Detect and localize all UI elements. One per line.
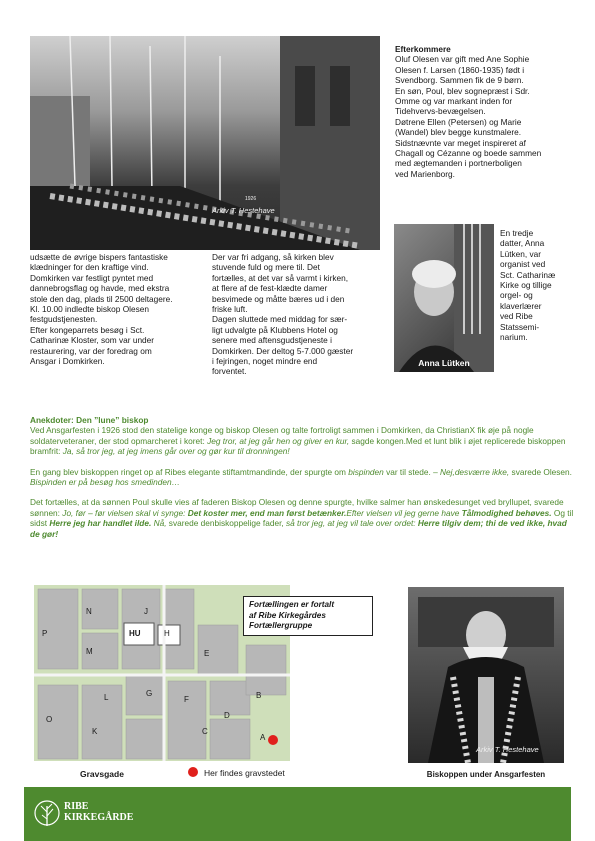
anna-line: klaverlærer <box>500 300 542 311</box>
anna-line: Kirke og tillige <box>500 280 552 291</box>
body-line: stuvende fuld og mere til. Det <box>212 262 320 273</box>
text-run: Jo, før – før vielsen skal vi synge: <box>62 507 188 518</box>
legend-text: Her findes gravstedet <box>204 768 285 778</box>
anna-caption: Anna Lütken <box>418 358 470 368</box>
text-run: biskoppelige fader, <box>214 518 286 529</box>
map-label-a: A <box>260 733 266 742</box>
map-label-o: O <box>46 715 53 724</box>
efterkommere-heading: Efterkommere <box>395 44 451 54</box>
map-label-h: H <box>164 629 170 638</box>
anna-line: Lütken, var <box>500 248 542 259</box>
text-run: Herre tilgiv dem; thi de ved ikke, hvad de gør! <box>30 518 567 539</box>
anna-line: organist ved <box>500 259 546 270</box>
body-line: fortælles, at det var så varmt i kirken, <box>212 272 349 283</box>
logo-line-1: RIBE <box>64 801 89 812</box>
body-column-2 <box>212 252 392 377</box>
efterkommere-line: Omme og var markant inden for <box>395 96 513 107</box>
body-line: ligt udvalgte på Klubbens Hotel og <box>212 324 338 335</box>
anna-line: datter, Anna <box>500 238 545 249</box>
anna-line: Sct. Catharinæ <box>500 269 556 280</box>
text-run: Tålmodighed behøves. <box>461 507 552 518</box>
text-run: Herre jeg har handlet ilde. <box>49 518 152 529</box>
anekdoter-section <box>30 415 575 539</box>
efterkommere-line: En søn, Poul, blev sognepræst i Sdr. <box>395 85 530 96</box>
text-run: Efter vielsen vil jeg gerne have <box>346 507 462 518</box>
body-line: dannebrogsflag og havde, med ekstra <box>30 283 170 294</box>
map-label-e: E <box>204 649 210 658</box>
callout-line-2: af Ribe Kirkegårdes <box>249 610 326 620</box>
body-line: Efter kongeparrets besøg i Sct. <box>30 324 145 335</box>
anekdote-1 <box>30 425 575 456</box>
bishop-photo <box>408 587 564 763</box>
body-line: besvimede og måtte bæres ud i den <box>212 293 345 304</box>
photo-year: 1926 <box>245 196 257 202</box>
body-line: Ansgar i Domkirken. <box>30 356 105 367</box>
body-line: Domkirken. Der deltog 5-7.000 gæster <box>212 345 354 356</box>
map-label-c: C <box>202 727 208 736</box>
text-run: Ja, så tror jeg, at jeg imens går over og gør kur til dronningen! <box>62 446 290 457</box>
text-run: Nej, <box>440 466 455 477</box>
text-run: Bispinden er på besøg hos smedinden… <box>30 477 180 488</box>
body-line: forventet. <box>212 366 247 377</box>
text-run: Det koster mer, end man først betænker. <box>187 507 347 518</box>
body-line: Der var fri adgang, så kirken blev <box>212 252 334 262</box>
text-run: sagde kongen. <box>349 435 406 446</box>
anna-line: narium. <box>500 332 528 343</box>
footer-logo-text <box>64 801 133 823</box>
efterkommere-line: ved Marienborg. <box>395 168 455 179</box>
text-run: Med et lunt blik i øjet replicerede biskoppen bramfrit: <box>30 435 566 457</box>
body-line: i fejringen, noget mindre end <box>212 356 318 367</box>
text-run: svarede Olesen. <box>509 466 572 477</box>
efterkommere-line: Oluf Olesen var gift med Ane Sophie <box>395 54 530 65</box>
body-line: at flere af de fest-klædte damer <box>212 283 328 294</box>
callout-line-1: Fortællingen er fortalt <box>249 600 335 609</box>
efterkommere-line: Olesen f. Larsen (1860-1935) født i <box>395 64 525 75</box>
anna-line: En tredje <box>500 228 534 238</box>
procession-illustration <box>30 36 380 250</box>
body-line: Dagen sluttede med middag for sær- <box>212 314 348 325</box>
bishop-watermark: Arkiv T. Hestehave <box>476 745 539 754</box>
map-label-j: J <box>144 607 148 616</box>
map-label-hu: HU <box>129 629 141 638</box>
efterkommere-line: Døtrene Ellen (Petersen) og Marie <box>395 116 522 127</box>
street-label: Gravsgade <box>80 769 124 779</box>
text-run: så tror jeg, at jeg vil tale over ordet: <box>285 518 418 529</box>
bishop-caption: Biskoppen under Ansgarfesten <box>426 770 546 779</box>
efterkommere-line: Sidstnævnte var meget inspireret af <box>395 137 526 148</box>
body-line: Domkirken var festligt pyntet med <box>30 272 154 283</box>
body-line: Kl. 10.00 indledte biskop Olesen <box>30 304 150 315</box>
text-run: Det fortælles, at da sønnen Poul skulle vies af faderen Biskop Olesen og denne spurgte, hvilke salmer han ønskede <box>30 497 456 508</box>
map-label-d: D <box>224 711 230 720</box>
text-run: Jeg tror, at jeg går hen og giver en kur, <box>207 435 350 446</box>
bishop-portrait <box>408 587 564 763</box>
anna-line: Statssemi- <box>500 321 540 332</box>
map-label-n: N <box>86 607 92 616</box>
callout-line-3: Fortællergruppe <box>249 621 313 630</box>
text-run: En gang blev biskoppen ringet op af Ribes elegante stiftamtmandinde, der spurgte om <box>30 466 349 477</box>
anekdoter-heading: Anekdoter: Den ”lune” biskop <box>30 415 149 425</box>
body-line: Catharinæ Kloster, som var under <box>30 335 155 346</box>
legend-dot <box>188 767 198 777</box>
body-line: restaurering, var der foredrag om <box>30 345 152 356</box>
efterkommere-section <box>395 44 585 179</box>
grave-marker <box>268 735 278 745</box>
efterkommere-line: Svendborg. Sammen fik de 9 børn. <box>395 75 524 86</box>
anna-photo <box>394 224 494 372</box>
body-column-1 <box>30 252 210 366</box>
map-label-l: L <box>104 693 109 702</box>
anekdote-3 <box>30 497 575 539</box>
map-label-p: P <box>42 629 48 638</box>
tree-logo-icon <box>34 798 60 828</box>
anna-line: orgel- og <box>500 290 533 301</box>
body-line: festgudstjenesten. <box>30 314 98 325</box>
text-run: desværre ikke, <box>454 466 510 477</box>
map-label-k: K <box>92 727 98 736</box>
body-line: senere med aftensgudstjeneste i <box>212 335 332 346</box>
anna-line: ved Ribe <box>500 311 533 322</box>
map-label-f: F <box>184 695 189 704</box>
anna-portrait <box>394 224 494 372</box>
text-run: Ved Ansgarfesten i 1926 stod den statelige konge og biskop Olesen og talte fortroligt sammen i Domkirken, da Christian <box>30 425 470 436</box>
text-run: sunget ved bryllupet, svarede sønnen: <box>30 497 564 518</box>
text-run: X fik øje på nogle soldaterveteraner, der stod opmarcheret i koret: <box>30 425 534 446</box>
body-line: friske luft. <box>212 304 248 315</box>
text-run: Nå, <box>151 518 167 529</box>
efterkommere-text <box>395 54 585 179</box>
body-line: udsætte de øvrige bispers fantastiske <box>30 252 168 262</box>
footer-bar <box>24 787 571 841</box>
storyteller-callout <box>243 596 373 636</box>
map-label-g: G <box>146 689 153 698</box>
efterkommere-line: Chagall og Cézanne og boede sammen <box>395 148 542 159</box>
text-run: var til stede. – <box>383 466 441 477</box>
text-run: Og til sidst <box>30 507 574 529</box>
anekdote-2 <box>30 467 575 488</box>
top-photo <box>30 36 380 250</box>
efterkommere-line: (Wandel) blev begge kunstmalere. <box>395 127 522 138</box>
text-run: bispinden <box>348 466 384 477</box>
anna-text <box>500 228 590 342</box>
body-line: klædninger for den kraftige vind. <box>30 262 149 273</box>
body-line: stole den dag, plads til 2500 deltagere. <box>30 293 173 304</box>
map-label-b: B <box>256 691 262 700</box>
text-run: svarede den <box>166 518 215 529</box>
photo-watermark: Arkiv T. Hestehave <box>212 206 275 215</box>
logo-line-2: KIRKEGÅRDE <box>64 812 134 823</box>
efterkommere-line: med ægtemanden i portnerboligen <box>395 158 522 169</box>
efterkommere-line: Tidehvervs-bevægelsen. <box>395 106 486 117</box>
map-label-m: M <box>86 647 93 656</box>
